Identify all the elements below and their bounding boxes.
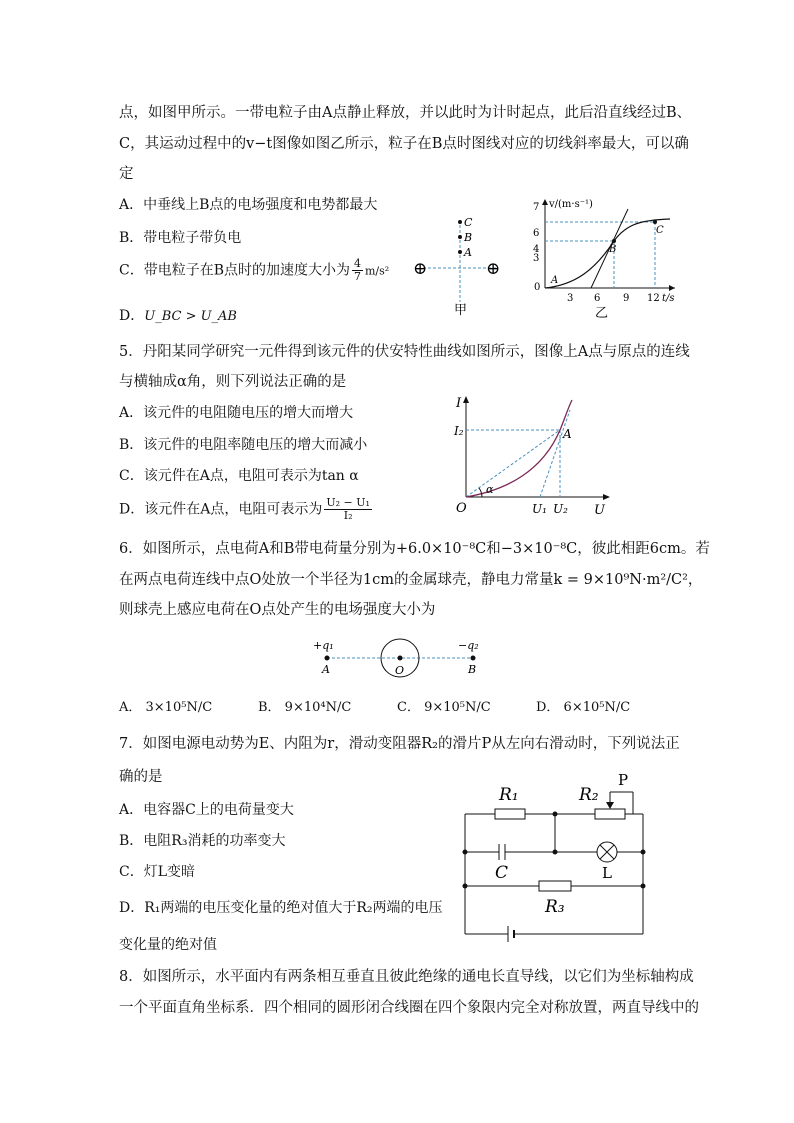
q6-answer-c: C． 9×10⁵N/C [397,700,491,715]
q4-option-b: B．带电粒子带负电 [119,230,242,246]
q7-option-d-cont: 变化量的绝对值 [119,937,217,953]
q6-a-label: A [322,663,330,676]
q7-text-line-2: 确的是 [119,769,163,785]
q6-answer-d: D． 6×10⁵N/C [536,700,631,715]
label-c: C [464,216,473,229]
iv-u2: U₂ [553,502,568,516]
q5-option-d [119,497,374,522]
q4-option-c-text: C．带电粒子在B点时的加速度大小为 [119,262,350,279]
yi-ytick-7: 7 [533,202,540,213]
q6-text-line-2: 在两点电荷连线中点O处放一个半径为1cm的金属球壳，静电力常量k = 9×10⁹N·m²/C²， [119,572,703,588]
q8-text-line-2: 一个平面直角坐标系．四个相同的圆形闭合线圈在四个象限内完全对称放置，两直导线中的 [119,1000,699,1016]
label-b: B [464,231,473,244]
q5-option-c: C．该元件在A点，电阻可表示为tan α [119,468,359,484]
q4-figure-yi [525,195,685,320]
yi-xtick-9: 9 [623,293,630,304]
q5-option-b: B．该元件的电阻率随电压的增大而减小 [119,437,368,453]
yi-ytick-6: 6 [533,228,540,239]
iv-origin: O [456,501,467,516]
yi-xtick-3: 3 [567,293,574,304]
q4-text-line-3: 定 [119,166,134,182]
label-a: A [464,246,472,259]
yi-xtick-6: 6 [594,293,601,304]
q6-text-line-3: 则球壳上感应电荷在O点处产生的电场强度大小为 [119,602,436,618]
q7-text-line-1: 7．如图电源电动势为E、内阻为r，滑动变阻器R₂的滑片P从左向右滑动时，下列说法正 [119,736,680,752]
q6-q2-label: −q₂ [458,639,479,652]
left-charge-icon: ⊕ [413,259,428,279]
yi-ytick-3: 3 [533,253,540,264]
q4-text-line-1: 点，如图甲所示。一带电粒子由A点静止释放，并以此时为计时起点，此后沿直线经过B、 [119,105,692,121]
q5-iv-figure [448,390,618,520]
q6-text-line-1: 6．如图所示，点电荷A和B带电荷量分别为+6.0×10⁻⁸C和−3×10⁻⁸C，彼此相距6cm。若 [119,541,710,557]
yi-point-b: B [609,244,617,255]
q7-r2-label: R₂ [579,785,599,805]
q7-r3-label: R₃ [545,897,565,917]
q7-r1-label: R₁ [499,785,519,805]
yi-ytick-4: 4 [533,244,540,255]
q5-option-a: A．该元件的电阻随电压的增大而增大 [119,405,354,421]
q6-o-label: O [395,664,405,677]
q5-text-line-2: 与横轴成α角，则下列说法正确的是 [119,374,347,390]
q7-option-c: C．灯L变暗 [119,864,196,880]
yi-origin: 0 [534,282,541,293]
yi-point-c: C [656,225,664,236]
q7-c-label: C [495,863,509,883]
q7-option-d: D．R₁两端的电压变化量的绝对值大于R₂两端的电压 [119,900,443,916]
caption-jia: 甲 [454,303,468,318]
iv-u1: U₁ [532,502,547,516]
yi-ylabel: v/(m·s⁻¹) [549,199,593,210]
q7-option-a: A．电容器C上的电荷量变大 [119,802,294,818]
q6-b-label: B [468,663,477,676]
q4-option-d [119,306,237,327]
yi-point-a: A [551,275,559,286]
q5-option-d-fraction: $\frac{\text{U₂ − U₁}}{\text{I₂}}$ [326,496,370,522]
q4-option-c-fraction: $\frac{4}{7}$ [354,257,361,283]
iv-i-label: I [456,396,462,411]
q8-text-line-1: 8．如图所示，水平面内有两条相互垂直且彼此绝缘的通电长直导线，以它们为坐标轴构成 [119,969,694,985]
q6-q1-label: +q₁ [313,639,334,652]
caption-yi: 乙 [595,306,609,320]
iv-u-label: U [594,503,605,518]
q4-option-a: A．中垂线上B点的电场强度和电势都最大 [119,197,378,213]
right-charge-icon: ⊕ [486,259,501,279]
q6-answer-a: A． 3×10⁵N/C [119,700,213,715]
q5-text-line-1: 5．丹阳某同学研究一元件得到该元件的伏安特性曲线如图所示，图像上A点与原点的连线 [119,344,690,360]
q7-circuit [455,768,655,946]
iv-point-a: A [563,427,572,441]
q7-p-label: P [618,771,629,789]
q7-l-label: L [602,864,612,882]
q4-option-d-expr: U_BC > U_AB [144,309,237,324]
iv-alpha: α [486,483,494,496]
q4-option-c [119,258,389,283]
iv-i2-label: I₂ [454,424,464,438]
q6-answer-b: B． 9×10⁴N/C [258,700,352,715]
q4-figure-jia [405,210,515,320]
yi-xtick-12: 12 [647,293,660,304]
q4-option-d-label: D． [119,308,145,324]
q4-text-line-2: C，其运动过程中的v−t图像如图乙所示，粒子在B点时图线对应的切线斜率最大，可以确 [119,136,689,152]
yi-xlabel: t/s [662,293,675,304]
q4-option-c-unit: m/s² [365,264,390,278]
q7-option-b: B．电阻R₃消耗的功率变大 [119,833,286,849]
q5-option-d-text: D．该元件在A点，电阻可表示为 [119,501,323,518]
q6-figure [305,633,495,683]
